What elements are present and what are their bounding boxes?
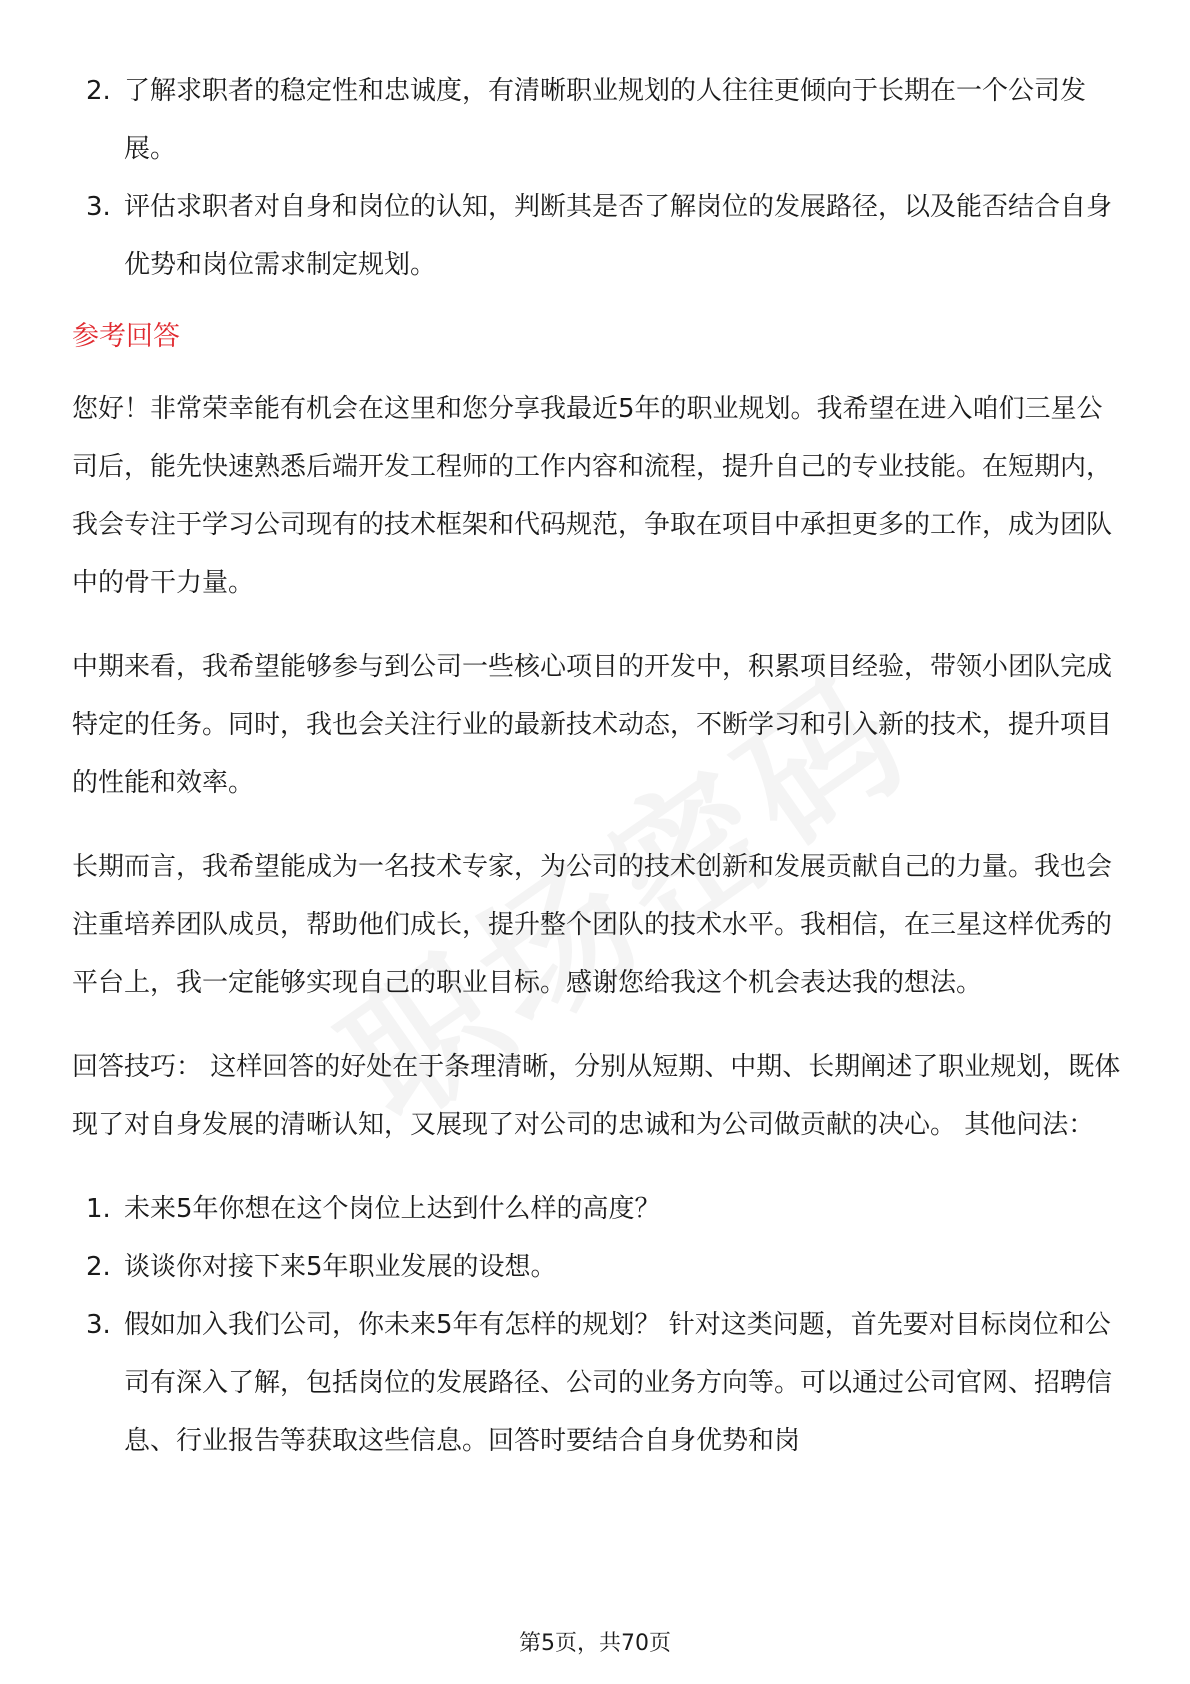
page-content xyxy=(72,62,1124,1470)
paragraph: 您好！非常荣幸能有机会在这里和您分享我最近5年的职业规划。我希望在进入咱们三星公司后，能先快速熟悉后端开发工程师的工作内容和流程，提升自己的专业技能。在短期内，我会专注于学习公司现有的技术框架和代码规范，争取在项目中承担更多的工作，成为团队中的骨干力量。 xyxy=(72,394,1113,598)
list-item-text: 了解求职者的稳定性和忠诚度，有清晰职业规划的人往往更倾向于长期在一个公司发展。 xyxy=(124,76,1087,164)
list-item-text: 评估求职者对自身和岗位的认知，判断其是否了解岗位的发展路径，以及能否结合自身优势和岗位需求制定规划。 xyxy=(124,192,1113,280)
page-number-footer: 第5页，共70页 xyxy=(519,1631,671,1656)
list-item xyxy=(72,1238,1124,1296)
paragraph: 长期而言，我希望能成为一名技术专家，为公司的技术创新和发展贡献自己的力量。我也会注重培养团队成员，帮助他们成长，提升整个团队的技术水平。我相信，在三星这样优秀的平台上，我一定能够实现自己的职业目标。感谢您给我这个机会表达我的想法。 xyxy=(72,852,1113,998)
list-item-number: 3. xyxy=(86,192,111,222)
list-item-text: 未来5年你想在这个岗位上达到什么样的高度？ xyxy=(124,1194,661,1224)
answer-tips-paragraph: 回答技巧： 这样回答的好处在于条理清晰，分别从短期、中期、长期阐述了职业规划，既体现了对自身发展的清晰认知，又展现了对公司的忠诚和为公司做贡献的决心。 其他问法： xyxy=(72,1052,1121,1140)
bottom-list xyxy=(72,1180,1124,1470)
list-item-text: 假如加入我们公司，你未来5年有怎样的规划？ 针对这类问题，首先要对目标岗位和公司有深入了解，包括岗位的发展路径、公司的业务方向等。可以通过公司官网、招聘信息、行业报告等获取这些信息。回答时要结合自身优势和岗 xyxy=(124,1310,1113,1456)
top-list xyxy=(72,62,1124,294)
list-item-number: 3. xyxy=(86,1310,111,1340)
list-item-number: 2. xyxy=(86,1252,111,1282)
list-item xyxy=(72,178,1124,294)
paragraph: 中期来看，我希望能够参与到公司一些核心项目的开发中，积累项目经验，带领小团队完成特定的任务。同时，我也会关注行业的最新技术动态，不断学习和引入新的技术，提升项目的性能和效率。 xyxy=(72,652,1113,798)
section-heading: 参考回答 xyxy=(72,321,180,352)
list-item xyxy=(72,1296,1124,1470)
list-item-number: 1. xyxy=(86,1194,111,1224)
list-item-text: 谈谈你对接下来5年职业发展的设想。 xyxy=(124,1252,557,1282)
list-item-number: 2. xyxy=(86,76,111,106)
list-item xyxy=(72,1180,1124,1238)
list-item xyxy=(72,62,1124,178)
